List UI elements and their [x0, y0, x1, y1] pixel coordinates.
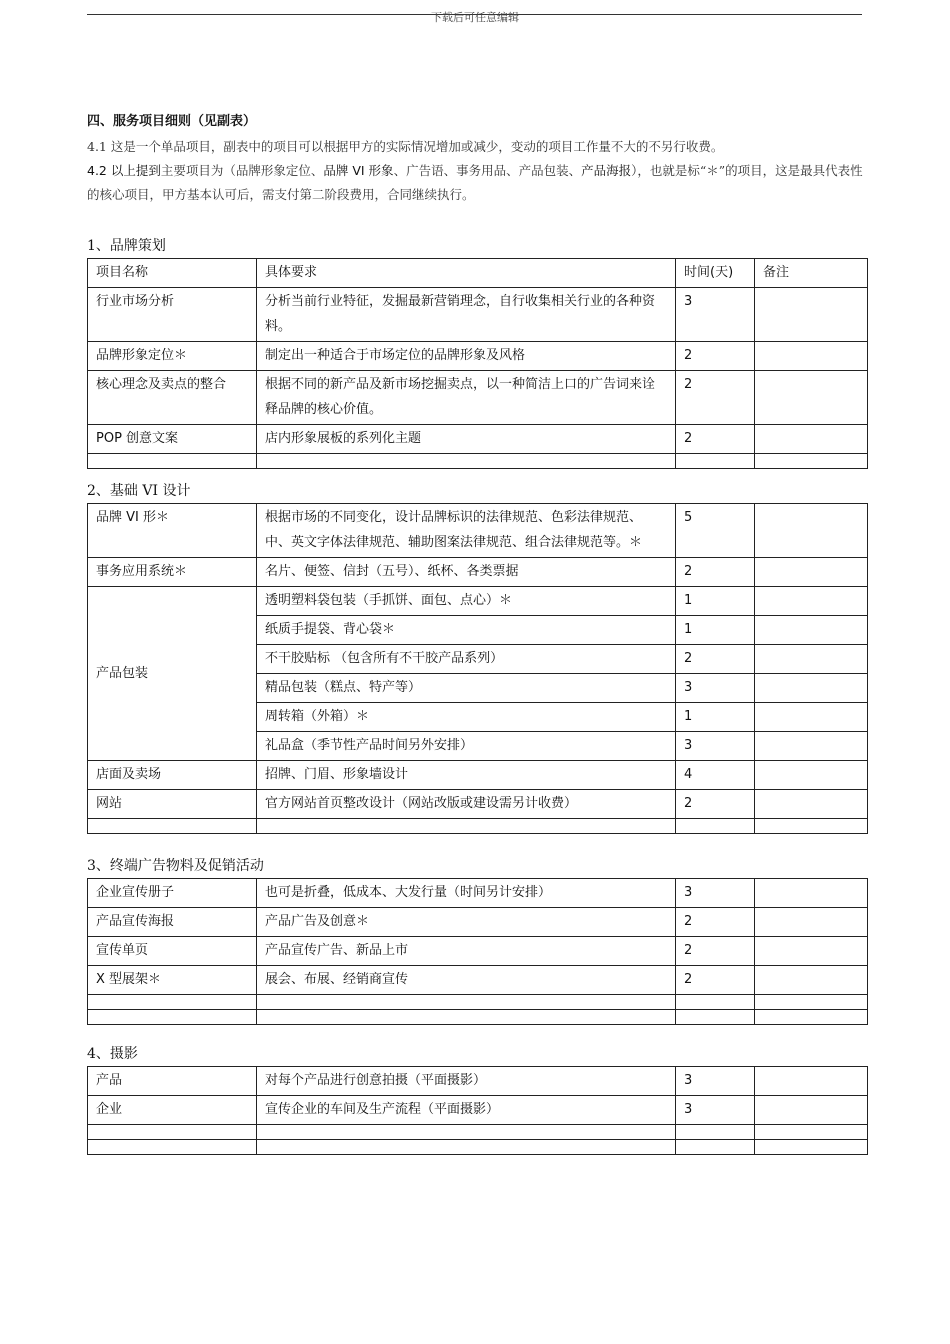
p2-part-b: 主要项目为（品牌形象定位、 — [160, 163, 324, 178]
item-name: 产品宣传海报 — [88, 908, 257, 937]
item-note — [755, 288, 868, 342]
empty-row — [88, 819, 868, 834]
item-requirement: 店内形象展板的系列化主题 — [257, 425, 676, 454]
table-row — [88, 1067, 868, 1096]
item-note — [755, 645, 868, 674]
header-text: 下载后可任意编辑 — [431, 11, 519, 24]
section-title: 四、服务项目细则（见副表） — [87, 114, 257, 129]
item-note — [755, 587, 868, 616]
table-row — [88, 587, 868, 616]
header-cell: 时间(天) — [676, 259, 755, 288]
item-name: 品牌 VI 形＊ — [88, 504, 257, 558]
table4 — [87, 1066, 868, 1155]
item-name: 企业 — [88, 1096, 257, 1125]
item-days: 2 — [676, 908, 755, 937]
header-cell: 项目名称 — [88, 259, 257, 288]
header-cell: 具体要求 — [257, 259, 676, 288]
item-days: 3 — [676, 732, 755, 761]
packaging-label: 产品包装 — [88, 587, 257, 761]
item-note — [755, 732, 868, 761]
table-row — [88, 558, 868, 587]
item-days: 1 — [676, 587, 755, 616]
table-row — [88, 1096, 868, 1125]
p2-part-e: 产品海报 — [581, 163, 632, 178]
p2-part-f: ），也就是标“＊”的项目，这是最具代表性的核心项目，甲方基本认可后，需支付第二阶段费用，合同继续执行。 — [87, 163, 863, 202]
table-row — [88, 966, 868, 995]
item-note — [755, 908, 868, 937]
item-note — [755, 790, 868, 819]
table1 — [87, 258, 868, 469]
header-cell: 备注 — [755, 259, 868, 288]
item-days: 3 — [676, 674, 755, 703]
item-note — [755, 616, 868, 645]
item-requirement: 精品包装（糕点、特产等） — [257, 674, 676, 703]
item-requirement: 不干胶贴标 （包含所有不干胶产品系列） — [257, 645, 676, 674]
table1-block — [87, 236, 867, 469]
item-note — [755, 966, 868, 995]
item-days: 2 — [676, 937, 755, 966]
item-requirement: 也可是折叠，低成本、大发行量（时间另计安排） — [257, 879, 676, 908]
item-requirement: 根据市场的不同变化，设计品牌标识的法律规范、色彩法律规范、中、英文字体法律规范、辅助图案法律规范、组合法律规范等。＊ — [257, 504, 676, 558]
item-requirement: 官方网站首页整改设计（网站改版或建设需另计收费） — [257, 790, 676, 819]
table-row — [88, 425, 868, 454]
item-note — [755, 703, 868, 732]
item-requirement: 展会、布展、经销商宣传 — [257, 966, 676, 995]
item-days: 1 — [676, 703, 755, 732]
table-row — [88, 342, 868, 371]
table-row — [88, 371, 868, 425]
table-row — [88, 937, 868, 966]
item-requirement: 根据不同的新产品及新市场挖掘卖点，以一种简洁上口的广告词来诠释品牌的核心价值。 — [257, 371, 676, 425]
table2-title: 2、基础 VI 设计 — [87, 483, 191, 499]
item-name: 店面及卖场 — [88, 761, 257, 790]
table-row — [88, 790, 868, 819]
item-requirement: 制定出一种适合于市场定位的品牌形象及风格 — [257, 342, 676, 371]
item-note — [755, 504, 868, 558]
table-row — [88, 908, 868, 937]
item-days: 2 — [676, 371, 755, 425]
item-name: 网站 — [88, 790, 257, 819]
item-note — [755, 342, 868, 371]
table1-header-row — [88, 259, 868, 288]
item-requirement: 周转箱（外箱）＊ — [257, 703, 676, 732]
item-days: 4 — [676, 761, 755, 790]
item-days: 3 — [676, 879, 755, 908]
table-row — [88, 761, 868, 790]
item-requirement: 招牌、门眉、形象墙设计 — [257, 761, 676, 790]
item-note — [755, 558, 868, 587]
item-days: 2 — [676, 558, 755, 587]
table4-block — [87, 1044, 867, 1155]
paragraph-4-1: 4.1 这是一个单品项目，副表中的项目可以根据甲方的实际情况增加或减少，变动的项目工作量不大的不另行收费。 — [87, 139, 724, 154]
table-row — [88, 288, 868, 342]
item-name: 核心理念及卖点的整合 — [88, 371, 257, 425]
item-days: 2 — [676, 790, 755, 819]
empty-row — [88, 1125, 868, 1140]
table4-title: 4、摄影 — [87, 1046, 138, 1062]
item-requirement: 产品广告及创意＊ — [257, 908, 676, 937]
p2-part-c: 品牌 VI 形象 — [323, 163, 394, 178]
table2-block — [87, 481, 867, 834]
item-requirement: 对每个产品进行创意拍摄（平面摄影） — [257, 1067, 676, 1096]
table2 — [87, 503, 868, 834]
item-name: 行业市场分析 — [88, 288, 257, 342]
item-note — [755, 425, 868, 454]
empty-row — [88, 454, 868, 469]
item-requirement: 产品宣传广告、新品上市 — [257, 937, 676, 966]
item-note — [755, 879, 868, 908]
item-requirement: 礼品盒（季节性产品时间另外安排） — [257, 732, 676, 761]
table3-title: 3、终端广告物料及促销活动 — [87, 858, 264, 874]
item-note — [755, 371, 868, 425]
item-days: 3 — [676, 288, 755, 342]
paragraph-4-2 — [87, 159, 867, 207]
item-days: 2 — [676, 645, 755, 674]
item-days: 2 — [676, 966, 755, 995]
item-name: 品牌形象定位＊ — [88, 342, 257, 371]
item-days: 1 — [676, 616, 755, 645]
table-row — [88, 504, 868, 558]
p2-part-a: 4.2 以上提到 — [87, 163, 161, 178]
table3-block — [87, 856, 867, 1025]
item-requirement: 名片、便签、信封（五号）、纸杯、各类票据 — [257, 558, 676, 587]
table1-title: 1、品牌策划 — [87, 238, 166, 254]
item-note — [755, 761, 868, 790]
empty-row — [88, 1140, 868, 1155]
item-requirement: 宣传企业的车间及生产流程（平面摄影） — [257, 1096, 676, 1125]
item-note — [755, 1067, 868, 1096]
item-note — [755, 1096, 868, 1125]
item-requirement: 纸质手提袋、背心袋＊ — [257, 616, 676, 645]
item-name: 事务应用系统＊ — [88, 558, 257, 587]
p2-part-d: 、广告语、事务用品、产品包装、 — [393, 163, 582, 178]
item-name: 企业宣传册子 — [88, 879, 257, 908]
item-requirement: 分析当前行业特征，发掘最新营销理念，自行收集相关行业的各种资料。 — [257, 288, 676, 342]
item-name: X 型展架＊ — [88, 966, 257, 995]
empty-row — [88, 995, 868, 1010]
item-days: 3 — [676, 1067, 755, 1096]
item-note — [755, 674, 868, 703]
document-body — [87, 110, 867, 207]
item-days: 2 — [676, 425, 755, 454]
item-requirement: 透明塑料袋包装（手抓饼、面包、点心）＊ — [257, 587, 676, 616]
item-name: POP 创意文案 — [88, 425, 257, 454]
empty-row — [88, 1010, 868, 1025]
item-note — [755, 937, 868, 966]
item-name: 宣传单页 — [88, 937, 257, 966]
item-name: 产品 — [88, 1067, 257, 1096]
item-days: 3 — [676, 1096, 755, 1125]
table3 — [87, 878, 868, 1025]
item-days: 2 — [676, 342, 755, 371]
table-row — [88, 879, 868, 908]
item-days: 5 — [676, 504, 755, 558]
